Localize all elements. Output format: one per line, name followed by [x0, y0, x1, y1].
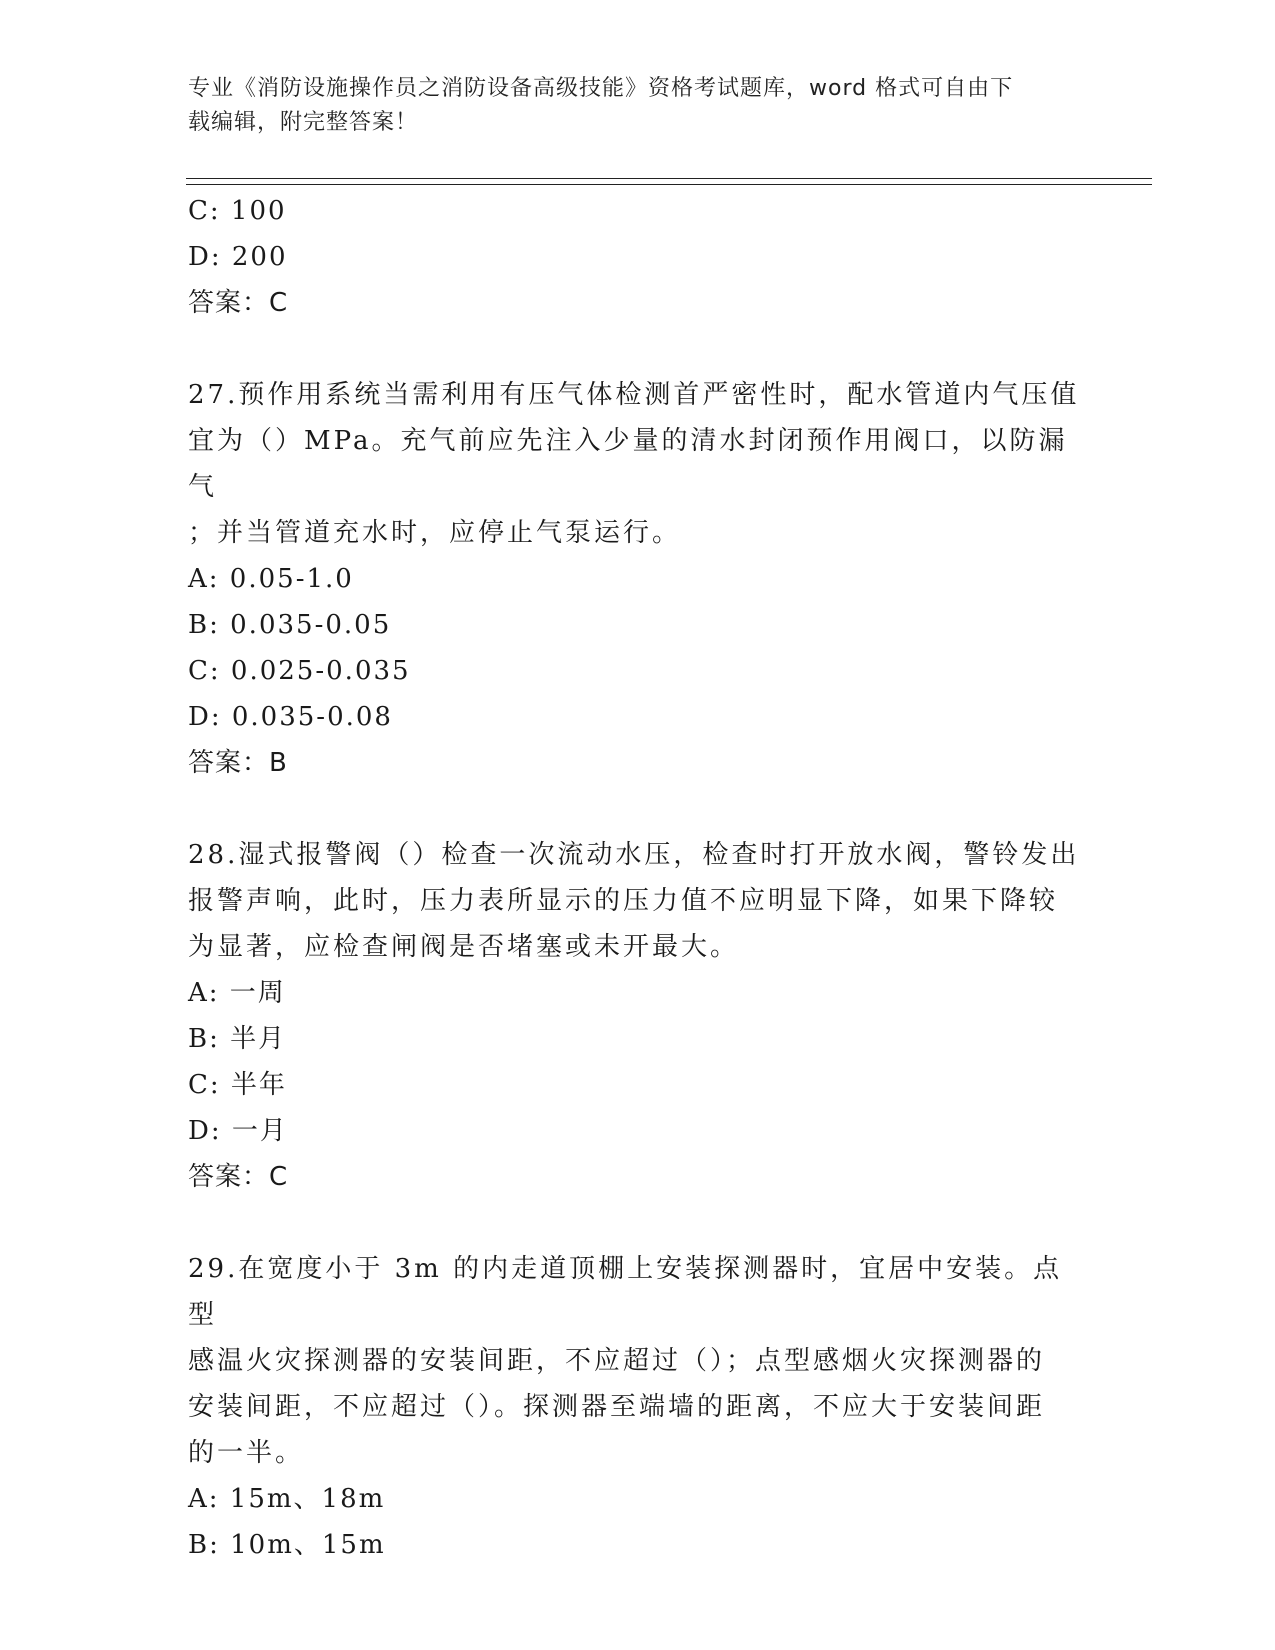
- question-stem-line: 感温火灾探测器的安装间距，不应超过（）；点型感烟火灾探测器的: [188, 1346, 1046, 1376]
- option-a: A: 0.05-1.0: [188, 564, 354, 594]
- answer-line: 答案：C: [188, 1162, 289, 1192]
- option-d: D: 0.035-0.08: [188, 702, 393, 732]
- question-stem-line: 29.在宽度小于 3m 的内走道顶棚上安装探测器时，宜居中安装。点型: [188, 1254, 1063, 1330]
- question-stem-line: 宜为（）MPa。充气前应先注入少量的清水封闭预作用阀口，以防漏气: [188, 426, 1068, 502]
- option-c: C: 0.025-0.035: [188, 656, 411, 686]
- option-a: A: 一周: [188, 978, 286, 1008]
- spacer: [188, 1200, 1088, 1246]
- answer-line: 答案：B: [188, 748, 288, 778]
- document-body: [188, 188, 1088, 1568]
- option-c: C: 半年: [188, 1070, 287, 1100]
- question-28: [188, 832, 1088, 1200]
- option-b: B: 半月: [188, 1024, 287, 1054]
- header-line-2: 载编辑，附完整答案！: [188, 110, 419, 135]
- question-29: [188, 1246, 1088, 1568]
- spacer: [188, 786, 1088, 832]
- option-a: A: 15m、18m: [188, 1484, 386, 1514]
- option-c: C: 100: [188, 196, 287, 226]
- question-27: [188, 372, 1088, 786]
- question-stem-line: 27.预作用系统当需利用有压气体检测首严密性时，配水管道内气压值: [188, 380, 1080, 410]
- header-line-1: 专业《消防设施操作员之消防设备高级技能》资格考试题库，word 格式可自由下: [188, 76, 1014, 101]
- question-stem-line: 的一半。: [188, 1438, 305, 1468]
- option-b: B: 0.035-0.05: [188, 610, 392, 640]
- question-stem-line: 安装间距，不应超过（）。探测器至端墙的距离，不应大于安装间距: [188, 1392, 1046, 1422]
- question-stem-line: 报警声响，此时，压力表所显示的压力值不应明显下降，如果下降较: [188, 886, 1059, 916]
- question-stem-line: 28.湿式报警阀（）检查一次流动水压，检查时打开放水阀，警铃发出: [188, 840, 1080, 870]
- option-d: D: 200: [188, 242, 288, 272]
- question-stem-line: ；并当管道充水时，应停止气泵运行。: [188, 518, 682, 548]
- header-divider-top: [186, 178, 1152, 179]
- option-d: D: 一月: [188, 1116, 288, 1146]
- header-divider-bottom: [186, 184, 1152, 185]
- question-stem-line: 为显著，应检查闸阀是否堵塞或未开最大。: [188, 932, 740, 962]
- question-26-tail: [188, 188, 1088, 326]
- spacer: [188, 326, 1088, 372]
- answer-line: 答案：C: [188, 288, 289, 318]
- document-header: [188, 72, 1088, 140]
- option-b: B: 10m、15m: [188, 1530, 386, 1560]
